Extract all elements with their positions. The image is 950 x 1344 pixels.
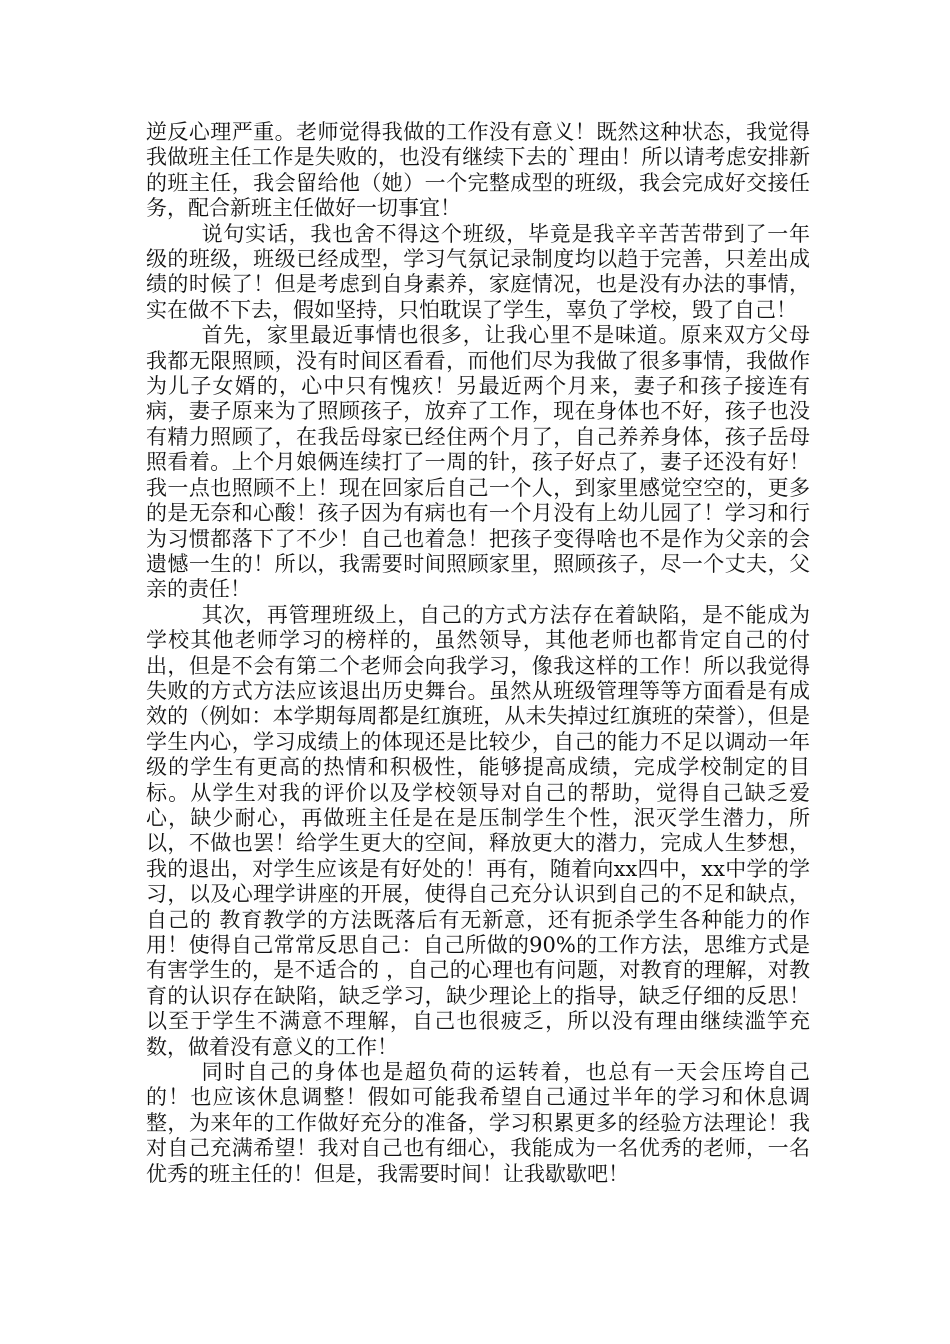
paragraph-2: 说句实话，我也舍不得这个班级，毕竟是我辛辛苦苦带到了一年级的班级，班级已经成型，学习气氛记录制度均以趋于完善，只差出成绩的时候了！但是考虑到自身素养，家庭情况，也是没有办法的事情，实在做不下去，假如坚持，只怕耽误了学生，辜负了学校，毁了自己！ bbox=[146, 221, 810, 322]
paragraph-5: 同时自己的身体也是超负荷的运转着，也总有一天会压垮自己的！也应该休息调整！假如可能我希望自己通过半年的学习和休息调整，为来年的工作做好充分的准备，学习积累更多的经验方法理论！我对自己充满希望！我对自己也有细心，我能成为一名优秀的老师，一名优秀的班主任的！但是，我需要时间！让我歇歇吧！ bbox=[146, 1060, 810, 1186]
paragraph-3: 首先，家里最近事情也很多，让我心里不是味道。原来双方父母我都无限照顾，没有时间区看看，而他们尽为我做了很多事情，我做作为儿子女婿的，心中只有愧疚！另最近两个月来，妻子和孩子接连有病，妻子原来为了照顾孩子，放弃了工作，现在身体也不好，孩子也没有精力照顾了，在我岳母家已经住两个月了，自己养养身体，孩子岳母照看着。上个月娘俩连续打了一周的针，孩子好点了，妻子还没有好！我一点也照顾不上！现在回家后自己一个人，到家里感觉空空的，更多的是无奈和心酸！孩子因为有病也有一个月没有上幼儿园了！学习和行为习惯都落下了不少！自己也着急！把孩子变得啥也不是作为父亲的会遗憾一生的！所以，我需要时间照顾家里，照顾孩子，尽一个丈夫，父亲的责任！ bbox=[146, 323, 810, 602]
paragraph-1: 逆反心理严重。老师觉得我做的工作没有意义！既然这种状态，我觉得我做班主任工作是失败的，也没有继续下去的`理由！所以请考虑安排新的班主任，我会留给他（她）一个完整成型的班级，我会完成好交接任务，配合新班主任做好一切事宜！ bbox=[146, 120, 810, 221]
document-body bbox=[146, 120, 810, 1187]
paragraph-4: 其次，再管理班级上，自己的方式方法存在着缺陷，是不能成为学校其他老师学习的榜样的，虽然领导，其他老师也都肯定自己的付出，但是不会有第二个老师会向我学习，像我这样的工作！所以我觉得失败的方式方法应该退出历史舞台。虽然从班级管理等等方面看是有成效的（例如：本学期每周都是红旗班，从未失掉过红旗班的荣誉），但是学生内心，学习成绩上的体现还是比较少，自己的能力不足以调动一年级的学生有更高的热情和积极性，能够提高成绩，完成学校制定的目标。从学生对我的评价以及学校领导对自己的帮助，觉得自己缺乏爱心，缺少耐心，再做班主任是在是压制学生个性，泯灭学生潜力，所以，不做也罢！给学生更大的空间，释放更大的潜力，完成人生梦想，我的退出，对学生应该是有好处的！再有，随着向xx四中，xx中学的学习，以及心理学讲座的开展，使得自己充分认识到自己的不足和缺点，自己的 教育教学的方法既落后有无新意，还有扼杀学生各种能力的作用！使得自己常常反思自己：自己所做的90%的工作方法，思维方式是有害学生的，是不适合的 ，自己的心理也有问题，对教育的理解，对教育的认识存在缺陷，缺乏学习，缺少理论上的指导，缺乏仔细的反思！以至于学生不满意不理解，自己也很疲乏，所以没有理由继续滥竽充数，做着没有意义的工作！ bbox=[146, 602, 810, 1059]
